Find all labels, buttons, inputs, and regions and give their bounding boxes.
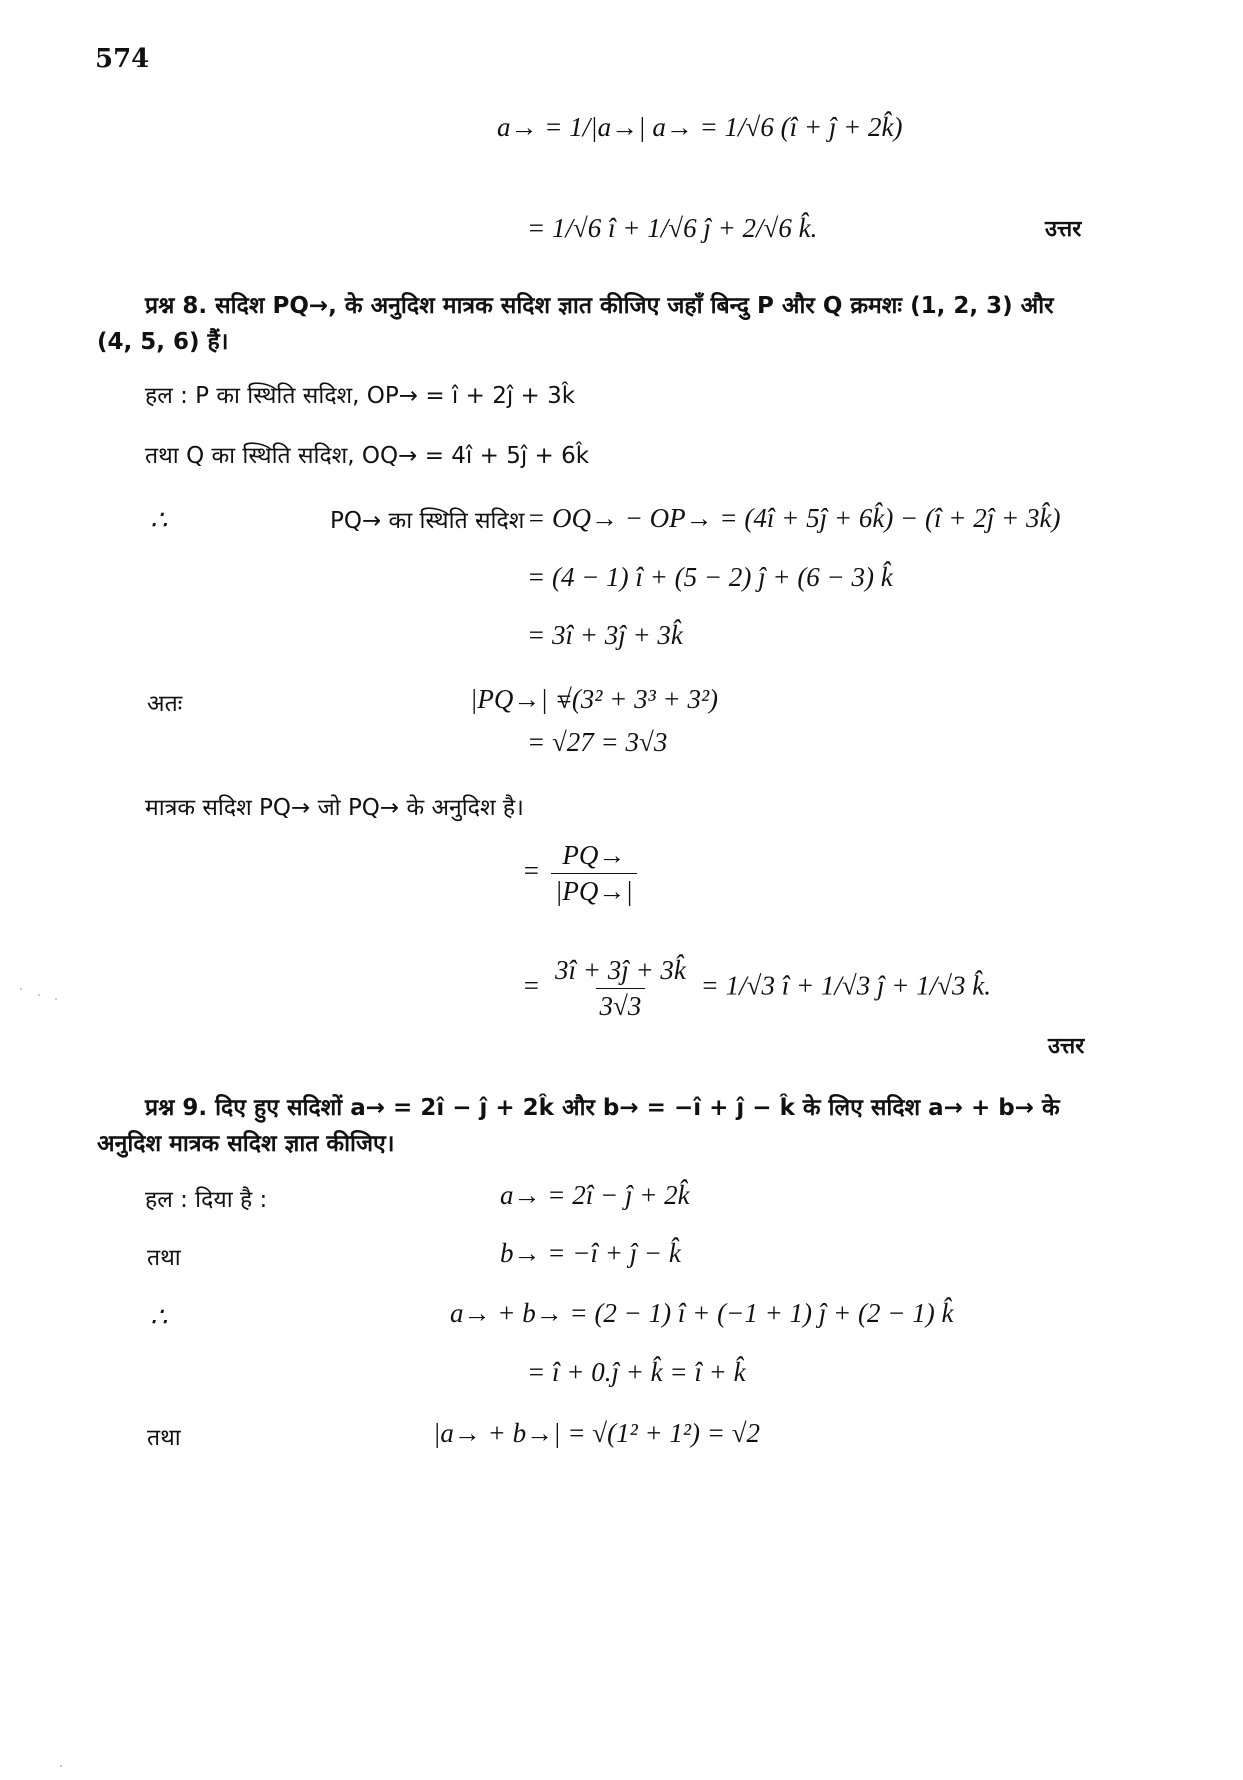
unit-vector-a-result: = 1/√6 î + 1/√6 ĵ + 2/√6 k̂. xyxy=(527,213,818,243)
scan-speck xyxy=(60,1765,62,1767)
pq-position-label: PQ→ का स्थिति सदिश xyxy=(330,508,525,534)
pq-step3: = 3î + 3ĵ + 3k̂ xyxy=(527,620,683,650)
page-number: 574 xyxy=(95,44,150,74)
question-9-line2: अनुदिश मात्रक सदिश ज्ञात कीजिए। xyxy=(97,1131,395,1157)
pq-magnitude-step2: = √27 = 3√3 xyxy=(527,727,668,757)
pq-magnitude-lhs: |PQ→| = xyxy=(470,684,573,714)
scan-speck xyxy=(20,988,22,990)
answer-label: उत्तर xyxy=(1048,1034,1085,1059)
unit-vector-pq-statement: मात्रक सदिश PQ→ जो PQ→ के अनुदिश है। xyxy=(145,795,524,821)
pq-magnitude-rhs: √(3² + 3³ + 3²) xyxy=(557,684,719,714)
fraction-denominator: |PQ→| xyxy=(551,873,637,907)
unit-vector-a-line: a→ = 1/|a→| a→ = 1/√6 (î + ĵ + 2k̂) xyxy=(497,112,903,142)
given-a: a→ = 2î − ĵ + 2k̂ xyxy=(500,1180,690,1210)
tatha-label-2: तथा xyxy=(147,1425,181,1451)
solution-8-oq: तथा Q का स्थिति सदिश, OQ→ = 4î + 5ĵ + 6k̂ xyxy=(145,443,590,469)
question-8-line1: प्रश्न 8. सदिश PQ→, के अनुदिश मात्रक सदिश ज्ञात कीजिए जहाँ बिन्दु P और Q क्रमशः (1, 2, 3) और xyxy=(145,293,1054,319)
question-9-line1: प्रश्न 9. दिए हुए सदिशों a→ = 2î − ĵ + 2k̂ और b→ = −î + ĵ − k̂ के लिए सदिश a→ + b→ के xyxy=(145,1095,1060,1121)
pq-position-rhs: = OQ→ − OP→ = (4î + 5ĵ + 6k̂) − (î + 2ĵ + 3k̂) xyxy=(527,503,1061,533)
therefore-symbol: ∴ xyxy=(150,1302,168,1332)
fraction xyxy=(551,840,637,907)
atah-label: अतः xyxy=(147,691,183,717)
question-8-line2: (4, 5, 6) हैं। xyxy=(97,329,229,355)
unit-vector-pq-final: = $\frac{3î + 3ĵ + 3k̂}{3√3}$ = 1/√3 î + 1/√3 ĵ + 1/√3 k̂. xyxy=(522,955,992,1021)
final-rhs: = 1/√3 î + 1/√3 ĵ + 1/√3 k̂. xyxy=(700,970,992,1001)
pq-step2: = (4 − 1) î + (5 − 2) ĵ + (6 − 3) k̂ xyxy=(527,562,893,592)
sum-vector-simplified: = î + 0.ĵ + k̂ = î + k̂ xyxy=(527,1357,746,1387)
sum-magnitude: |a→ + b→| = √(1² + 1²) = √2 xyxy=(433,1418,761,1448)
given-b: b→ = −î + ĵ − k̂ xyxy=(500,1238,681,1268)
fraction-numerator: 3î + 3ĵ + 3k̂ xyxy=(554,955,686,985)
given-label: हल : दिया है : xyxy=(145,1187,268,1213)
scan-speck xyxy=(55,998,57,1000)
scan-speck xyxy=(38,994,40,996)
answer-label: उत्तर xyxy=(1045,217,1082,242)
solution-8-op: हल : P का स्थिति सदिश, OP→ = î + 2ĵ + 3k̂ xyxy=(145,383,576,409)
therefore-symbol: ∴ xyxy=(150,505,168,535)
fraction-numerator: PQ→ xyxy=(562,840,626,870)
fraction-denominator: 3√3 xyxy=(596,988,646,1022)
sum-vector: a→ + b→ = (2 − 1) î + (−1 + 1) ĵ + (2 − 1) k̂ xyxy=(450,1298,954,1328)
fraction xyxy=(551,955,690,1022)
unit-vector-pq-fraction: = $\frac{PQ\to}{|PQ\to|}$ xyxy=(522,840,641,907)
tatha-label-1: तथा xyxy=(147,1245,181,1271)
